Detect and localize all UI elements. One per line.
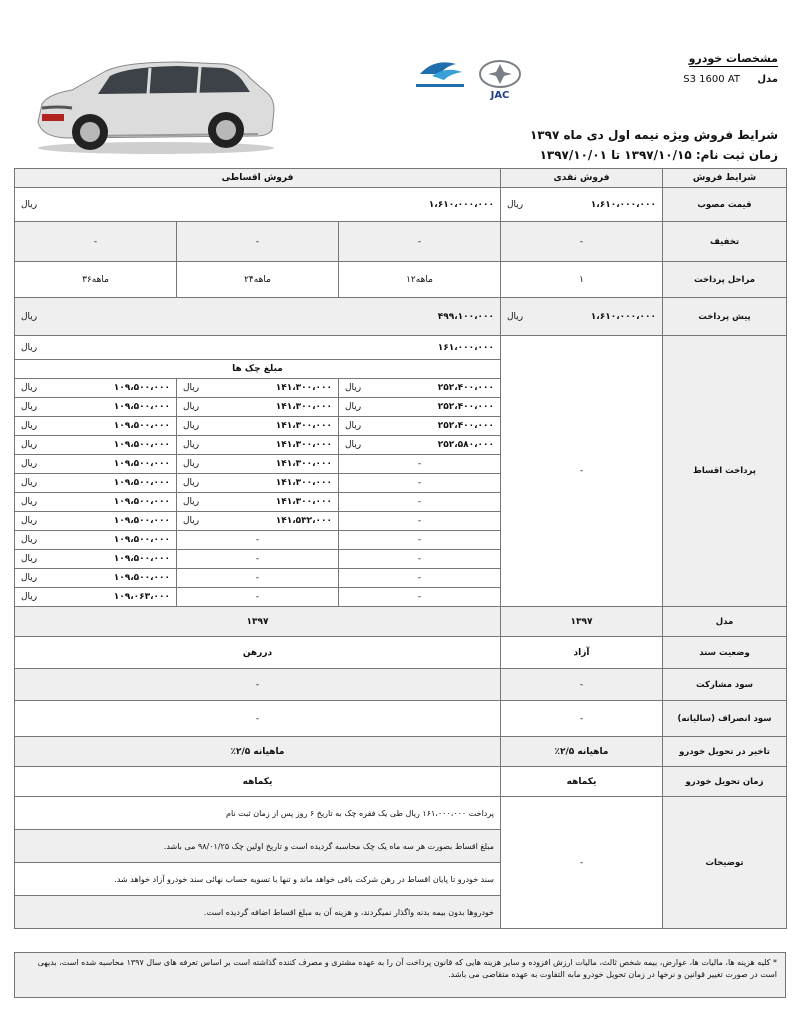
- delay-row: [15, 737, 787, 767]
- cheque-cell: -: [177, 588, 339, 607]
- currency: ریال: [183, 383, 200, 393]
- stage-12: ۱۲ماهه: [339, 262, 501, 298]
- doc-status-row: [15, 637, 787, 669]
- currency: ریال: [21, 478, 38, 488]
- prepay-cash-cell: [501, 298, 663, 336]
- cheque-cell: [15, 531, 177, 550]
- cheque-cell: -: [339, 550, 501, 569]
- note-1: پرداخت ۱۶۱،۰۰۰،۰۰۰ ریال طی یک فقره چک به تاریخ ۶ روز پس از زمان ثبت نام: [15, 797, 501, 830]
- currency: ریال: [21, 311, 38, 322]
- jac-logo: [470, 58, 530, 102]
- notes-row-1: [15, 797, 787, 830]
- cheque-cell: -: [177, 569, 339, 588]
- cheque-cell: -: [177, 531, 339, 550]
- conditions-title: شرایط فروش ویژه نیمه اول دی ماه ۱۳۹۷: [529, 128, 778, 142]
- cheque-cell: [15, 436, 177, 455]
- cheque-amount: ۲۵۲،۴۰۰،۰۰۰: [437, 402, 494, 412]
- delivery-installment: یکماهه: [15, 767, 501, 797]
- model-value: S3 1600 AT: [683, 74, 740, 85]
- first-cheque-cell: [15, 336, 501, 360]
- cheque-amount: ۲۵۲،۵۸۰،۰۰۰: [437, 440, 494, 450]
- cheque-title: مبلغ چک ها: [15, 360, 501, 379]
- delivery-row: [15, 767, 787, 797]
- currency: ریال: [21, 554, 38, 564]
- cheque-cell: -: [177, 550, 339, 569]
- prepay-cash: ۱،۶۱۰،۰۰۰،۰۰۰: [590, 311, 656, 322]
- cheque-cell: [15, 550, 177, 569]
- cheque-cell: [339, 379, 501, 398]
- cheque-amount: ۱۰۹،۵۰۰،۰۰۰: [113, 497, 170, 507]
- profit-label: سود مشارکت: [663, 669, 787, 701]
- stage-24: ۲۴ماهه: [177, 262, 339, 298]
- cancel-row: [15, 701, 787, 737]
- profit-cash: -: [501, 669, 663, 701]
- notes-cash: -: [501, 797, 663, 929]
- installment-price-cell: [15, 188, 501, 222]
- cheque-amount: ۱۰۹،۵۰۰،۰۰۰: [113, 573, 170, 583]
- prepay-installment: ۴۹۹،۱۰۰،۰۰۰: [437, 311, 494, 322]
- col-conditions: شرایط فروش: [663, 169, 787, 188]
- first-cheque-row: [15, 336, 787, 360]
- cheque-cell: [177, 436, 339, 455]
- cheque-cell: -: [339, 569, 501, 588]
- note-4: خودروها بدون بیمه بدنه واگذار نمیگردند، و هزینه آن به مبلغ اقساط اضافه گردیده است.: [15, 896, 501, 929]
- cheque-amount: ۱۴۱،۵۳۲،۰۰۰: [275, 516, 332, 526]
- cheque-cell: [177, 417, 339, 436]
- prepay-installment-cell: [15, 298, 501, 336]
- currency: ریال: [21, 459, 38, 469]
- kerman-motor-logo: [412, 54, 468, 94]
- table-header-row: [15, 169, 787, 188]
- spec-title: مشخصات خودرو: [688, 52, 778, 65]
- model-row-label: مدل: [663, 607, 787, 637]
- stages-cash: ۱: [501, 262, 663, 298]
- discount-row: [15, 222, 787, 262]
- cancel-installment: -: [15, 701, 501, 737]
- currency: ریال: [183, 402, 200, 412]
- cheque-amount: ۱۰۹،۵۰۰،۰۰۰: [113, 459, 170, 469]
- currency: ریال: [345, 421, 362, 431]
- currency: ریال: [507, 311, 524, 322]
- stages-row: [15, 262, 787, 298]
- cheque-amount: ۱۰۹،۵۰۰،۰۰۰: [113, 478, 170, 488]
- cheque-cell: [15, 379, 177, 398]
- currency: ریال: [345, 402, 362, 412]
- registration-value: ۱۳۹۷/۱۰/۱۵ تا ۱۳۹۷/۱۰/۰۱: [539, 148, 692, 162]
- doc-status-label: وضعیت سند: [663, 637, 787, 669]
- col-installment: فروش اقساطی: [15, 169, 501, 188]
- first-cheque: ۱۶۱،۰۰۰،۰۰۰: [437, 342, 494, 353]
- cheque-cell: [339, 436, 501, 455]
- profit-row: [15, 669, 787, 701]
- model-installment: ۱۳۹۷: [15, 607, 501, 637]
- cheque-amount: ۱۰۹،۵۰۰،۰۰۰: [113, 440, 170, 450]
- installment-cash: -: [501, 336, 663, 607]
- note-2: مبلغ اقساط بصورت هر سه ماه یک چک محاسبه گردیده است و تاریخ اولین چک ۹۸/۰۱/۲۵ می باشد.: [15, 830, 501, 863]
- cheque-cell: -: [339, 474, 501, 493]
- sales-conditions-table: [14, 168, 787, 929]
- stages-label: مراحل پرداخت: [663, 262, 787, 298]
- cheque-cell: [339, 398, 501, 417]
- currency: ریال: [21, 516, 38, 526]
- delay-installment: ٪۲/۵ ماهیانه: [15, 737, 501, 767]
- cheque-cell: -: [339, 531, 501, 550]
- doc-status-installment: دررهن: [15, 637, 501, 669]
- discount-36: -: [15, 222, 177, 262]
- model-row: [15, 607, 787, 637]
- car-image: [28, 52, 278, 157]
- cheque-cell: [15, 569, 177, 588]
- cheque-cell: [177, 493, 339, 512]
- cheque-amount: ۱۰۹،۵۰۰،۰۰۰: [113, 402, 170, 412]
- note-3: سند خودرو تا پایان اقساط در رهن شرکت باقی خواهد ماند و تنها با تسویه حساب نهائی سند خودرو آزاد خواهد شد.: [15, 863, 501, 896]
- currency: ریال: [183, 516, 200, 526]
- cheque-cell: [177, 398, 339, 417]
- delivery-label: زمان تحویل خودرو: [663, 767, 787, 797]
- currency: ریال: [21, 497, 38, 507]
- currency: ریال: [21, 342, 38, 353]
- discount-cash: -: [501, 222, 663, 262]
- currency: ریال: [183, 440, 200, 450]
- currency: ریال: [21, 592, 38, 602]
- cheque-cell: -: [339, 493, 501, 512]
- cheque-amount: ۲۵۲،۴۰۰،۰۰۰: [437, 421, 494, 431]
- delay-cash: ٪۲/۵ ماهیانه: [501, 737, 663, 767]
- col-cash: فروش نقدی: [501, 169, 663, 188]
- cheque-cell: [15, 512, 177, 531]
- currency: ریال: [183, 478, 200, 488]
- currency: ریال: [21, 421, 38, 431]
- cheque-cell: [15, 474, 177, 493]
- cheque-cell: -: [339, 512, 501, 531]
- cheque-amount: ۱۰۹،۵۰۰،۰۰۰: [113, 535, 170, 545]
- model-label: مدل: [757, 74, 778, 85]
- cheque-amount: ۱۴۱،۳۰۰،۰۰۰: [275, 421, 332, 431]
- cheque-cell: -: [339, 455, 501, 474]
- cheque-cell: [177, 512, 339, 531]
- cheque-amount: ۱۴۱،۳۰۰،۰۰۰: [275, 459, 332, 469]
- currency: ریال: [21, 440, 38, 450]
- approved-price-label: قیمت مصوب: [663, 188, 787, 222]
- cheque-amount: ۱۰۹،۵۰۰،۰۰۰: [113, 516, 170, 526]
- currency: ریال: [21, 573, 38, 583]
- cheque-amount: ۱۰۹،۵۰۰،۰۰۰: [113, 421, 170, 431]
- currency: ریال: [183, 497, 200, 507]
- currency: ریال: [21, 402, 38, 412]
- footer-note: * کلیه هزینه ها، مالیات ها، عوارض، بیمه شخص ثالث، مالیات ارزش افزوده و سایر هزینه هایی که قانون پرداخت آن را به عهده مشتری و مصرف کننده گذاشته است بر اساس تعرفه های سال ۱۳۹۷ محاسبه شده است، بدیهی است در صورت تغییر قوانین و نرخها در زمان تحویل خودرو مابه التفاوت به عهده متقاضی می باشد.: [14, 952, 786, 998]
- cash-price-cell: [501, 188, 663, 222]
- stage-36: ۳۶ماهه: [15, 262, 177, 298]
- cancel-label: سود انصراف (سالیانه): [663, 701, 787, 737]
- cheque-amount: ۱۴۱،۳۰۰،۰۰۰: [275, 383, 332, 393]
- cheque-cell: [15, 588, 177, 607]
- prepay-label: پیش پرداخت: [663, 298, 787, 336]
- cheque-cell: [15, 493, 177, 512]
- discount-24: -: [177, 222, 339, 262]
- cheque-amount: ۱۴۱،۳۰۰،۰۰۰: [275, 402, 332, 412]
- currency: ریال: [183, 459, 200, 469]
- cheque-cell: [339, 417, 501, 436]
- cheque-amount: ۱۴۱،۳۰۰،۰۰۰: [275, 440, 332, 450]
- cancel-cash: -: [501, 701, 663, 737]
- cheque-cell: [15, 455, 177, 474]
- registration-period: [540, 148, 778, 162]
- cheque-amount: ۱۰۹،۵۰۰،۰۰۰: [113, 554, 170, 564]
- profit-installment: -: [15, 669, 501, 701]
- currency: ریال: [21, 535, 38, 545]
- currency: ریال: [21, 199, 38, 210]
- cash-price: ۱،۶۱۰،۰۰۰،۰۰۰: [590, 199, 656, 210]
- svg-text:JAC: JAC: [490, 90, 510, 101]
- currency: ریال: [507, 199, 524, 210]
- cheque-amount: ۱۴۱،۳۰۰،۰۰۰: [275, 497, 332, 507]
- currency: ریال: [21, 383, 38, 393]
- registration-label: زمان ثبت نام:: [695, 148, 778, 162]
- currency: ریال: [345, 383, 362, 393]
- cheque-amount: ۲۵۲،۴۰۰،۰۰۰: [437, 383, 494, 393]
- currency: ریال: [345, 440, 362, 450]
- cheque-cell: [177, 474, 339, 493]
- cheque-cell: -: [339, 588, 501, 607]
- discount-label: تخفیف: [663, 222, 787, 262]
- doc-status-cash: آزاد: [501, 637, 663, 669]
- installment-price: ۱،۶۱۰،۰۰۰،۰۰۰: [428, 199, 494, 210]
- delivery-cash: یکماهه: [501, 767, 663, 797]
- delay-label: تاخیر در تحویل خودرو: [663, 737, 787, 767]
- prepay-row: [15, 298, 787, 336]
- discount-12: -: [339, 222, 501, 262]
- model-cash: ۱۳۹۷: [501, 607, 663, 637]
- cheque-cell: [177, 455, 339, 474]
- cheque-amount: ۱۰۹،۰۶۳،۰۰۰: [113, 592, 170, 602]
- cheque-cell: [15, 398, 177, 417]
- cheque-amount: ۱۴۱،۳۰۰،۰۰۰: [275, 478, 332, 488]
- cheque-cell: [177, 379, 339, 398]
- notes-label: توضیحات: [663, 797, 787, 929]
- page-header: [0, 0, 800, 170]
- approved-price-row: [15, 188, 787, 222]
- cheque-amount: ۱۰۹،۵۰۰،۰۰۰: [113, 383, 170, 393]
- installment-label: پرداخت اقساط: [663, 336, 787, 607]
- currency: ریال: [183, 421, 200, 431]
- cheque-cell: [15, 417, 177, 436]
